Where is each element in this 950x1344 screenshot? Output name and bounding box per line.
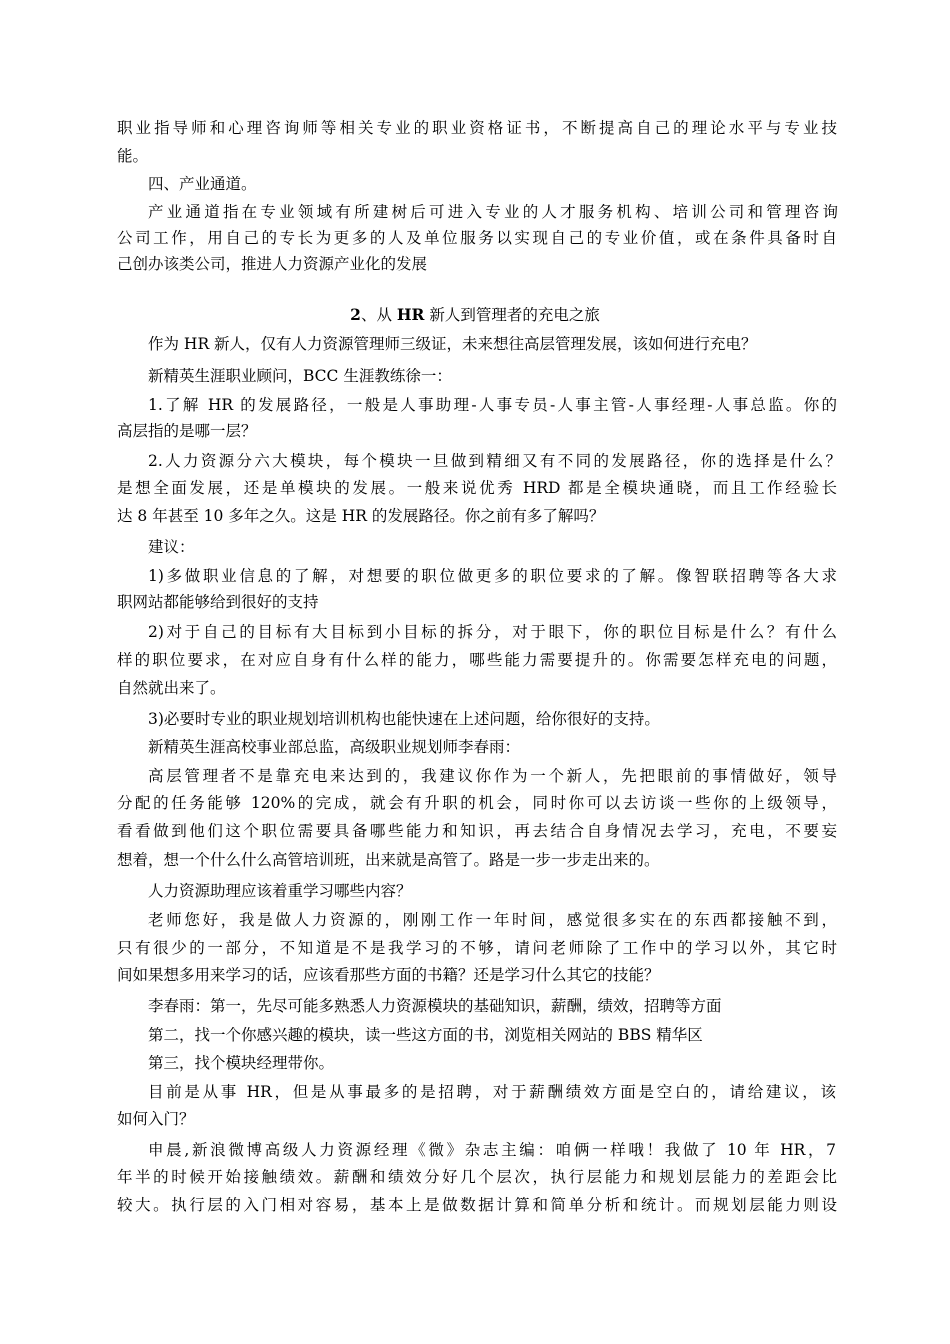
- body-line: 间如果想多用来学习的话，应该看那些方面的书籍？还是学习什么其它的技能？: [117, 966, 660, 984]
- body-line: 分配的任务能够 120%的完成，就会有升职的机会，同时你可以去访谈一些你的上级领导，: [117, 794, 837, 812]
- body-line: 2.人力资源分六大模块，每个模块一旦做到精细又有不同的发展路径，你的选择是什么？: [148, 452, 841, 470]
- body-line: 样的职位要求，在对应自身有什么样的能力，哪些能力需要提升的。你需要怎样充电的问题，: [117, 651, 837, 669]
- article-title: [117, 305, 833, 325]
- body-line: 目前是从事 HR，但是从事最多的是招聘，对于薪酬绩效方面是空白的，请给建议，该: [148, 1083, 836, 1101]
- body-line: 己创办该类公司，推进人力资源产业化的发展: [117, 255, 428, 273]
- body-line: 职网站都能够给到很好的支持: [117, 593, 319, 611]
- body-line: 高层指的是哪一层？: [117, 422, 257, 440]
- body-line: 如何入门？: [117, 1110, 195, 1128]
- body-line: 建议：: [148, 538, 195, 556]
- body-line: 第三，找个模块经理带你。: [148, 1054, 335, 1072]
- body-line: 新精英生涯高校事业部总监，高级职业规划师李春雨：: [148, 738, 521, 756]
- title-separator: 、从: [360, 306, 397, 324]
- body-line: 达 8 年甚至 10 多年之久。这是 HR 的发展路径。你之前有多了解吗？: [117, 507, 605, 525]
- body-line: 人力资源助理应该着重学习哪些内容？: [148, 882, 412, 900]
- body-line: 李春雨：第一，先尽可能多熟悉人力资源模块的基础知识，薪酬，绩效，招聘等方面: [148, 997, 722, 1015]
- body-line: 第二，找一个你感兴趣的模块，读一些这方面的书，浏览相关网站的 BBS 精华区: [148, 1026, 703, 1044]
- title-rest: 新人到管理者的充电之旅: [424, 306, 600, 324]
- body-line: 能。: [117, 147, 149, 165]
- title-number: 2: [350, 305, 361, 324]
- body-line: 老师您好，我是做人力资源的，刚刚工作一年时间，感觉很多实在的东西都接触不到，: [148, 911, 837, 929]
- body-line: 申晨,新浪微博高级人力资源经理《微》杂志主编：咱俩一样哦！我做了 10 年 HR，7: [148, 1141, 836, 1159]
- body-line: 较大。执行层的入门相对容易，基本上是做数据计算和简单分析和统计。而规划层能力则设: [117, 1196, 837, 1214]
- section-heading: 四、产业通道。: [148, 175, 257, 193]
- body-line: 新精英生涯职业顾问，BCC 生涯教练徐一：: [148, 367, 452, 385]
- body-line: 年半的时候开始接触绩效。薪酬和绩效分好几个层次，执行层能力和规划层能力的差距会比: [117, 1168, 837, 1186]
- title-bold-hr: HR: [396, 305, 425, 324]
- body-line: 高层管理者不是靠充电来达到的，我建议你作为一个新人，先把眼前的事情做好，领导: [148, 767, 837, 785]
- body-line: 自然就出来了。: [117, 679, 226, 697]
- body-line: 只有很少的一部分，不知道是不是我学习的不够，请问老师除了工作中的学习以外，其它时: [117, 939, 837, 957]
- body-line: 职业指导师和心理咨询师等相关专业的职业资格证书，不断提高自己的理论水平与专业技: [117, 119, 837, 137]
- body-line: 2)对于自己的目标有大目标到小目标的拆分，对于眼下，你的职位目标是什么？有什么: [148, 623, 837, 641]
- body-line: 是想全面发展，还是单模块的发展。一般来说优秀 HRD 都是全模块通晓，而且工作经验长: [117, 479, 837, 497]
- body-line: 1)多做职业信息的了解，对想要的职位做更多的职位要求的了解。像智联招聘等各大求: [148, 567, 837, 585]
- body-line: 公司工作，用自己的专长为更多的人及单位服务以实现自己的专业价值，或在条件具备时自: [117, 229, 837, 247]
- body-line: 作为 HR 新人，仅有人力资源管理师三级证，未来想往高层管理发展，该如何进行充电？: [148, 335, 757, 353]
- body-line: 3)必要时专业的职业规划培训机构也能快速在上述问题，给你很好的支持。: [148, 710, 660, 728]
- body-line: 1.了解 HR 的发展路径，一般是人事助理-人事专员-人事主管-人事经理-人事总监。你的: [148, 396, 837, 414]
- body-line: 产业通道指在专业领域有所建树后可进入专业的人才服务机构、培训公司和管理咨询: [148, 203, 838, 221]
- body-line: 想着，想一个什么什么高管培训班，出来就是高管了。路是一步一步走出来的。: [117, 851, 660, 869]
- body-line: 看看做到他们这个职位需要具备哪些能力和知识，再去结合自身情况去学习，充电，不要妄: [117, 822, 837, 840]
